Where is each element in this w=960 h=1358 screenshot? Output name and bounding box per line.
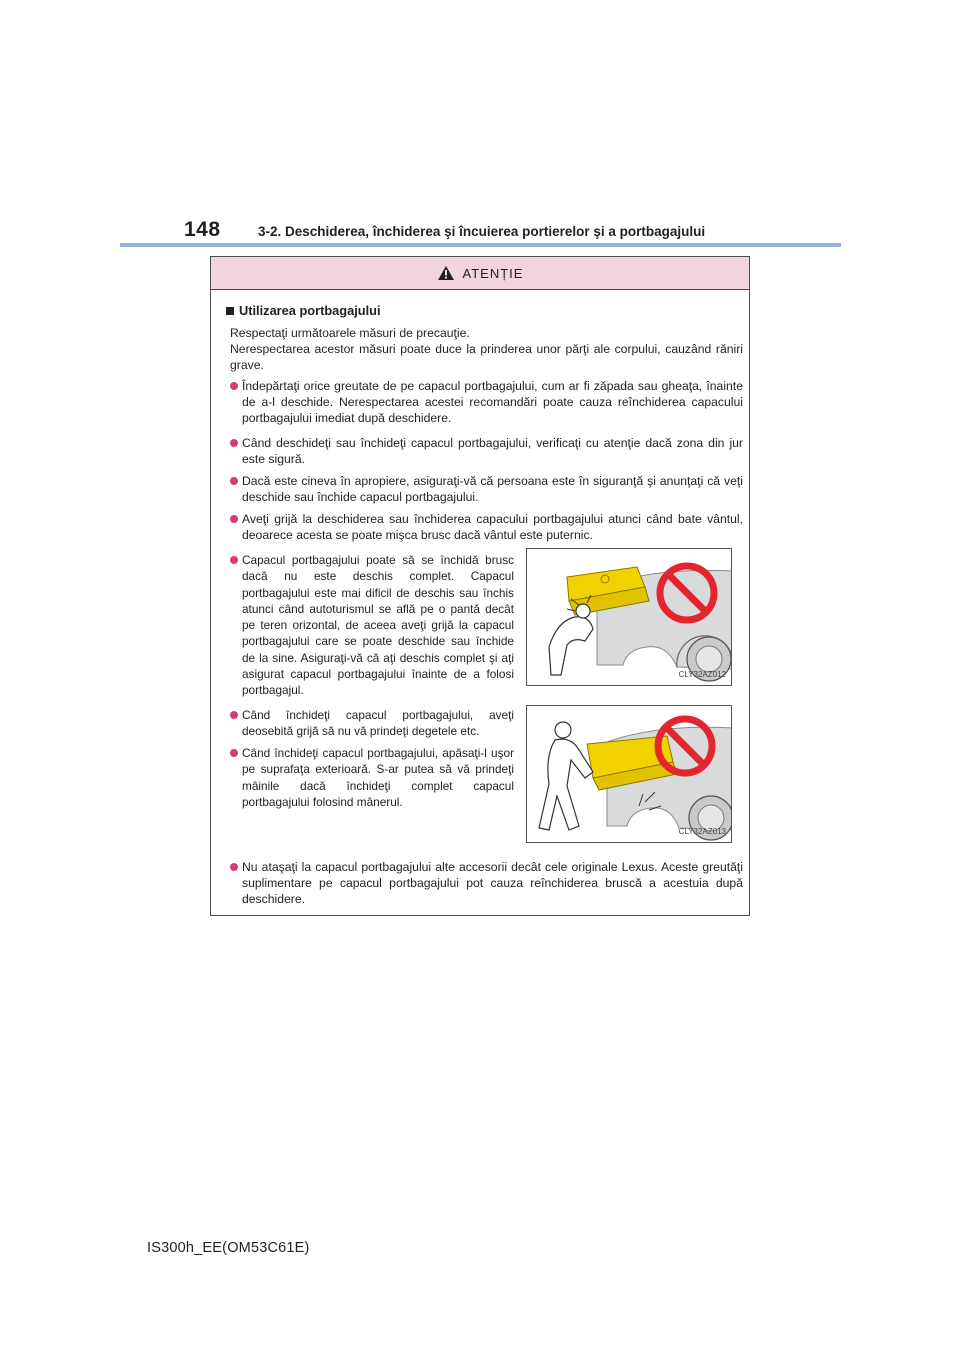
warning-content	[211, 290, 749, 915]
section-title: 3-2. Deschiderea, închiderea şi încuierea portierelor şi a portbagajului	[258, 224, 706, 239]
footer-code: IS300h_EE(OM53C61E)	[147, 1240, 310, 1256]
list-item-text: Când închideţi capacul portbagajului, aveţi deosebită grijă să nu vă prindeţi degetele etc.	[242, 708, 514, 739]
figure-code: CLY32AZ012	[678, 670, 726, 679]
list-item-text: Când închideţi capacul portbagajului, apăsaţi-l uşor pe suprafaţa exterioară. S-ar putea să vă prindeţi mâinile dacă închideţi complet capacul portbagajului folosind mânerul.	[242, 746, 514, 809]
list-item-text: Îndepărtaţi orice greutate de pe capacul portbagajului, cum ar fi zăpada sau gheaţa, înainte de a-l deschide. Nerespectarea acestei recomandări poate cauza reînchiderea capacului portbagajului imediat după deschidere.	[242, 379, 743, 425]
list-item-text: Când deschideţi sau închideţi capacul portbagajului, verificaţi cu atenţie dacă zona din jur este sigură.	[242, 436, 743, 466]
list-item-text: Nu ataşaţi la capacul portbagajului alte accesorii decât cele originale Lexus. Aceste greutăţi suplimentare pe capacul portbagajului pot cauza reînchiderea bruscă a acestuia după deschidere.	[242, 860, 743, 906]
list-item-text: Aveţi grijă la deschiderea sau închiderea capacului portbagajului atunci când bate vântul, deoarece acesta se poate mişca brusc dacă vântul este puternic.	[242, 512, 743, 542]
car-trunk-closing-illustration	[527, 706, 732, 843]
illustration-trunk-pinch-hands	[526, 705, 732, 843]
list-item	[230, 552, 514, 699]
list-item	[230, 435, 743, 467]
list-item	[230, 473, 743, 505]
list-item	[230, 859, 743, 907]
list-item	[230, 707, 514, 740]
warning-triangle-icon	[437, 265, 455, 281]
list-item	[230, 745, 514, 810]
subheading	[226, 303, 381, 319]
bullet-icon	[230, 439, 238, 447]
list-item-text: Capacul portbagajului poate să se închidă brusc dacă nu este deschis complet. Capacul portbagajului este mai dificil de deschis sau închis atunci când autoturismul se află pe o pantă decât pe teren orizontal, de aceea aveţi grijă la capacul portbagajului care se poate deschide sau închide de la sine. Asiguraţi-vă că aţi deschis complet şi aţi asigurat capacul portbagajului înainte de a folosi portbagajul.	[242, 553, 514, 698]
bullet-icon	[230, 556, 238, 564]
list-item	[230, 378, 743, 426]
square-bullet-icon	[226, 307, 234, 315]
subheading-text: Utilizarea portbagajului	[239, 303, 381, 318]
list-item	[230, 511, 743, 543]
bullet-icon	[230, 382, 238, 390]
bullet-icon	[230, 515, 238, 523]
bullet-icon	[230, 863, 238, 871]
warning-box	[210, 256, 750, 916]
illustration-trunk-sudden-close	[526, 548, 732, 686]
page-number: 148	[184, 218, 221, 241]
bullet-icon	[230, 711, 238, 719]
header-rule	[120, 243, 841, 247]
list-item-text: Dacă este cineva în apropiere, asiguraţi-vă că persoana este în siguranţă şi anunţaţi că veţi deschide sau închide capacul portbagajului.	[242, 474, 743, 504]
bullet-icon	[230, 477, 238, 485]
intro-line-1: Respectaţi următoarele măsuri de precauţie.	[230, 326, 470, 340]
car-trunk-open-illustration	[527, 549, 732, 686]
warning-label: ATENȚIE	[462, 265, 524, 281]
bullet-icon	[230, 749, 238, 757]
intro-line-2: Nerespectarea acestor măsuri poate duce la prinderea unor părţi ale corpului, cauzând răniri grave.	[230, 342, 743, 372]
warning-header	[211, 257, 749, 290]
figure-code: CLY32AZ013	[678, 827, 726, 836]
